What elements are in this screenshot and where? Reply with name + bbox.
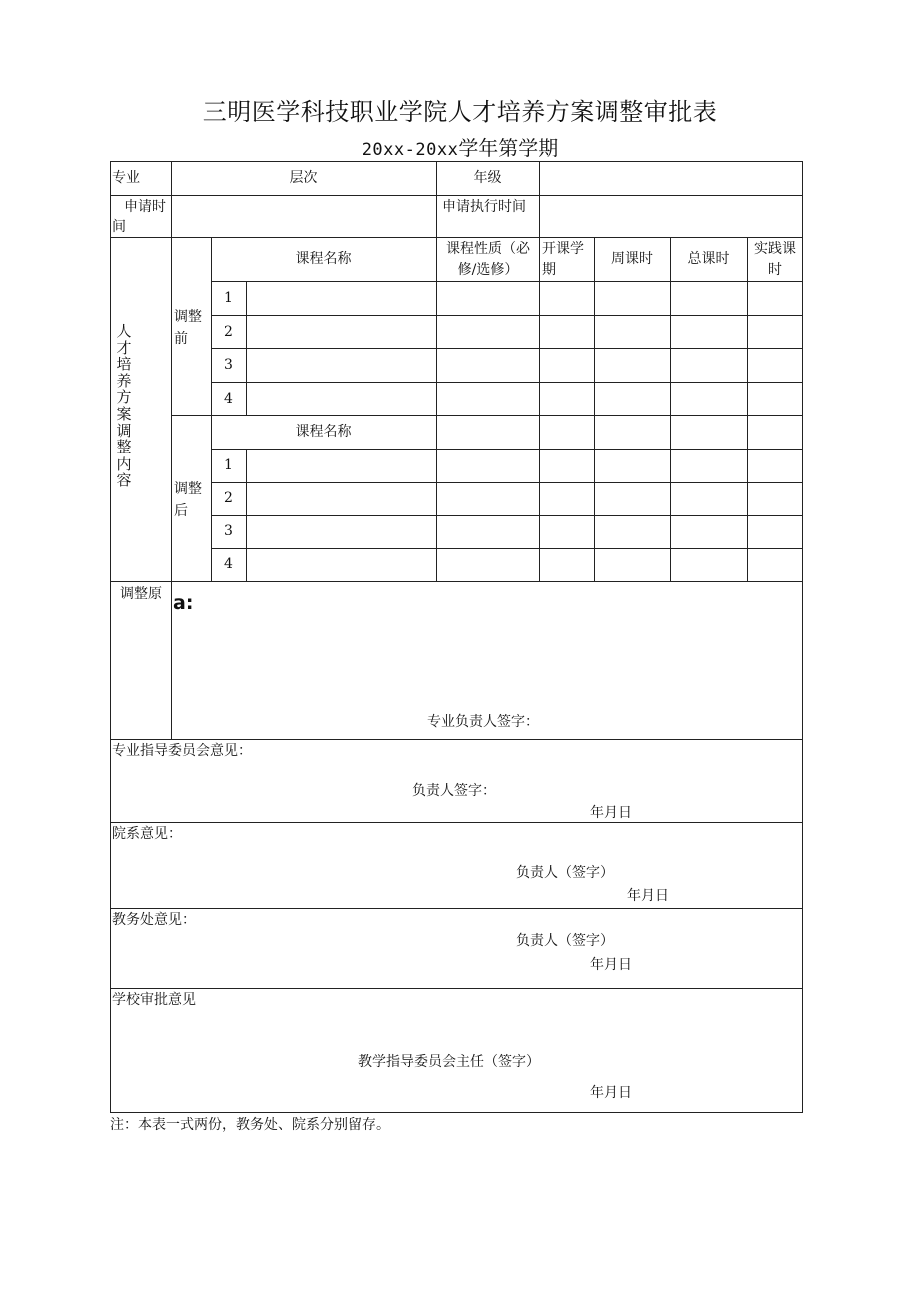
course-name-header: 课程名称 [295, 251, 352, 267]
practice-hours-header: 实践课时 [754, 241, 796, 278]
semester-header: 开课学期 [542, 241, 584, 278]
grid-line [211, 348, 803, 349]
academic-sign: 负责人（签字） [516, 933, 614, 949]
grid-line [211, 482, 803, 483]
grid-line [211, 548, 803, 549]
row-divider [110, 237, 803, 238]
school-label: 学校审批意见 [112, 992, 196, 1008]
grade-label: 年级 [473, 170, 502, 186]
total-hours-header: 总课时 [687, 251, 730, 267]
exec-time-label: 申请执行时间 [442, 199, 526, 215]
table-right-border [802, 161, 803, 1113]
course-nature-header: 课程性质（必修/选修） [446, 241, 530, 278]
grid-line [211, 315, 803, 316]
table-left-border [110, 161, 111, 1113]
school-sign: 教学指导委员会主任（签字） [358, 1054, 540, 1070]
dept-label: 院系意见： [112, 826, 182, 842]
apply-time-label: 申请时间 [112, 199, 166, 235]
section-label: 人才培养方案调整内容 [116, 322, 132, 490]
row-number: 4 [224, 556, 233, 572]
committee-date: 年月日 [590, 805, 632, 821]
academic-years: 20xx-20xx [361, 140, 459, 160]
row-divider [110, 581, 803, 582]
row-number: 2 [224, 490, 233, 506]
row-number: 1 [224, 290, 233, 306]
grid-line [211, 449, 803, 450]
grid-line [211, 281, 803, 282]
before-label: 调整前 [174, 309, 202, 347]
reason-content: a: [173, 592, 194, 614]
committee-label: 专业指导委员会意见： [112, 743, 252, 759]
committee-sign: 负责人签字： [412, 783, 496, 799]
grid-line [670, 237, 671, 581]
grid-line [436, 237, 437, 581]
grid-line [747, 237, 748, 581]
table-bottom-border [110, 1112, 803, 1113]
row-divider [110, 822, 803, 823]
grid-line [211, 515, 803, 516]
after-label: 调整后 [174, 481, 202, 519]
col-divider [539, 161, 540, 237]
school-date: 年月日 [590, 1085, 632, 1101]
reason-label: 调整原 [120, 586, 162, 602]
dept-date: 年月日 [627, 888, 669, 904]
row-number: 3 [224, 357, 233, 373]
grid-line [211, 382, 803, 383]
footnote: 注：本表一式两份，教务处、院系分别留存。 [110, 1117, 390, 1133]
academic-label: 教务处意见： [112, 912, 196, 928]
term-label: 学年第学期 [458, 136, 559, 160]
row-divider [110, 908, 803, 909]
grid-line [246, 281, 247, 415]
reason-sign: 专业负责人签字： [427, 714, 539, 730]
grid-line [594, 237, 595, 581]
major-label: 专业 [112, 170, 140, 186]
grid-line [246, 449, 247, 581]
academic-date: 年月日 [590, 957, 632, 973]
col-divider [171, 161, 172, 739]
course-name-header-after: 课程名称 [295, 424, 352, 440]
grid-line [171, 415, 803, 416]
form-subtitle [0, 132, 920, 161]
row-number: 2 [224, 324, 233, 340]
row-number: 3 [224, 523, 233, 539]
dept-sign: 负责人（签字） [516, 865, 614, 881]
table-top-border [110, 161, 803, 162]
weekly-hours-header: 周课时 [611, 251, 653, 267]
row-divider [110, 988, 803, 989]
form-title: 三明医学科技职业学院人才培养方案调整审批表 [202, 98, 718, 126]
row-divider [110, 739, 803, 740]
row-number: 4 [224, 391, 233, 407]
row-divider [110, 195, 803, 196]
row-number: 1 [224, 457, 233, 473]
grid-line [539, 237, 540, 581]
level-label: 层次 [289, 170, 318, 186]
